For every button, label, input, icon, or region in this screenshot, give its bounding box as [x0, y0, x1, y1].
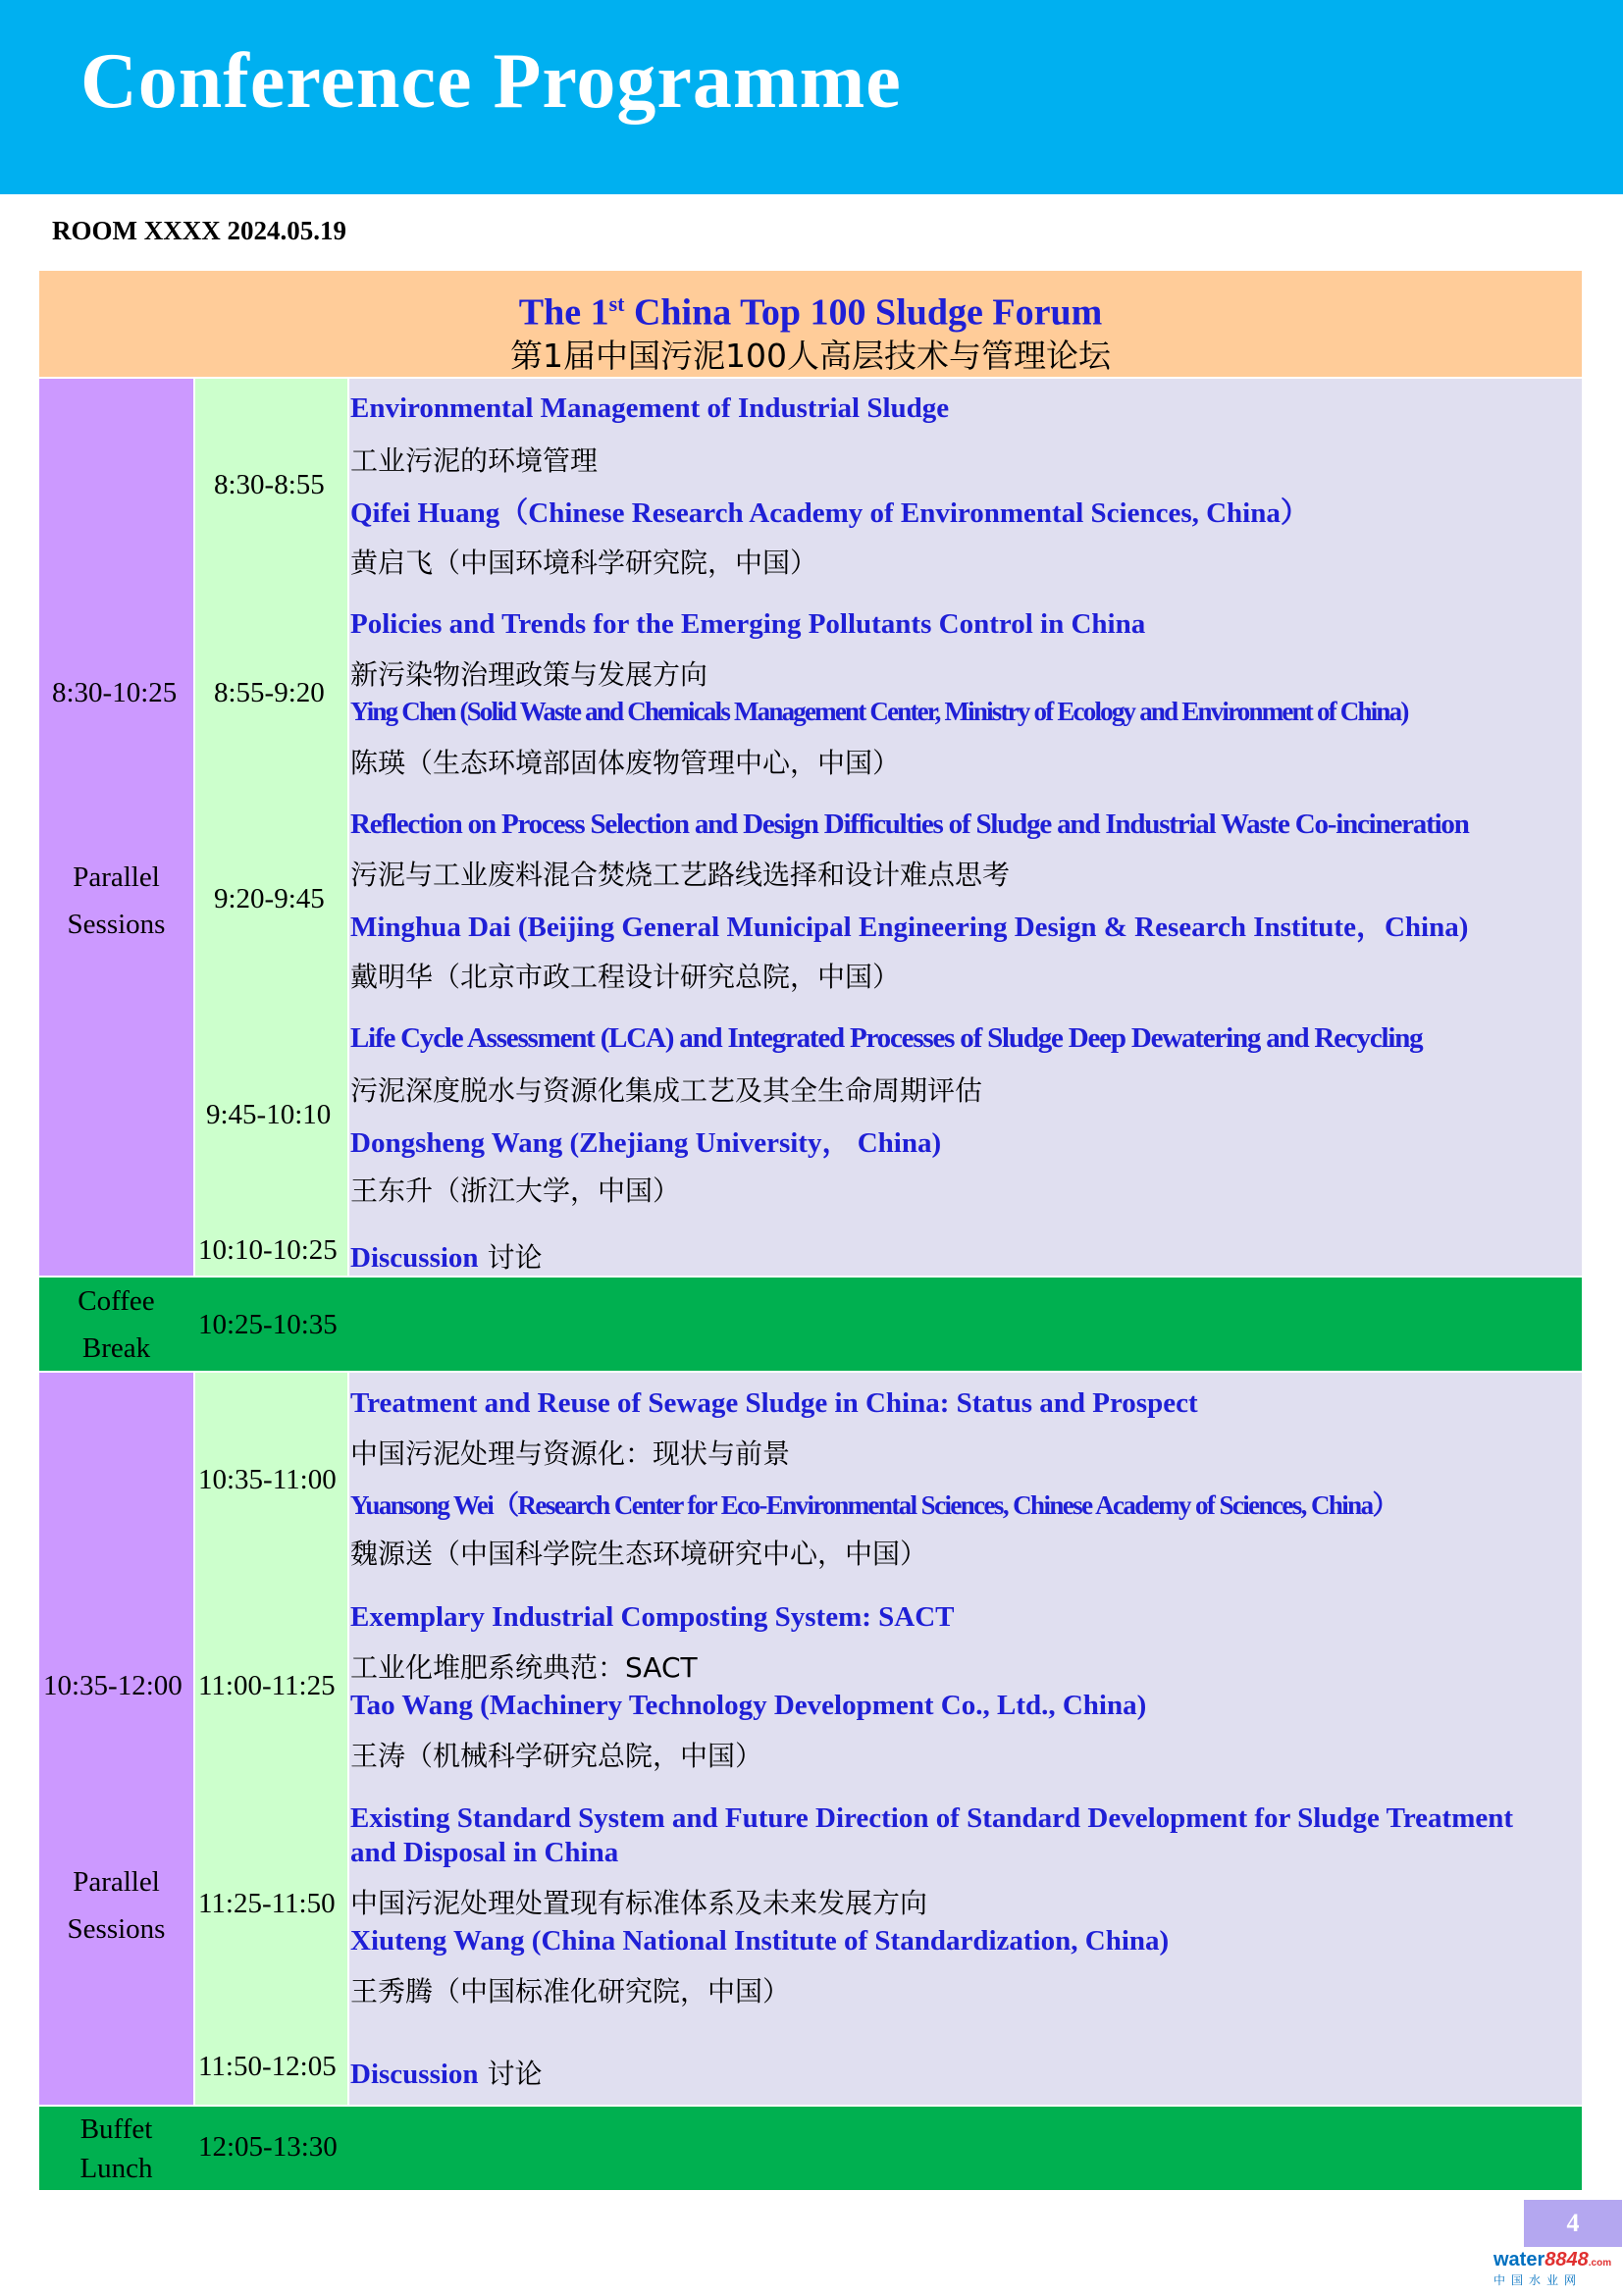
talk-time: 9:20-9:45: [214, 883, 325, 914]
talk-title-en: Exemplary Industrial Composting System: SACT: [350, 1601, 955, 1633]
forum-title-band: [39, 271, 1582, 377]
speaker-en: Dongsheng Wang (Zhejiang University， China): [350, 1127, 942, 1159]
page-title: Conference Programme: [80, 38, 902, 125]
coffee-break-time: 10:25-10:35: [198, 1309, 338, 1340]
session2-label: Parallel Sessions: [67, 1866, 166, 1945]
speaker-zh: 陈瑛（生态环境部固体废物管理中心，中国）: [350, 747, 901, 779]
talk-title-en: Existing Standard System and Future Direction of Standard Development for Sludge Treatment and Disposal in China: [350, 1802, 1514, 1868]
buffet-lunch-label: Buffet Lunch: [79, 2113, 153, 2184]
talk-title-zh: 中国污泥处理处置现有标准体系及未来发展方向: [350, 1887, 928, 1919]
site-logo: water8848.com 中国水业网: [1493, 2249, 1612, 2287]
talk-title-zh: 污泥与工业废料混合焚烧工艺路线选择和设计难点思考: [350, 859, 1011, 891]
session1-time-cell: [195, 379, 347, 1276]
page-number: 4: [1524, 2200, 1622, 2247]
talk-time: 8:30-8:55: [214, 469, 325, 500]
talk-title-en: Reflection on Process Selection and Design Difficulties of Sludge and Industrial Waste Co-incineration: [350, 809, 1469, 840]
discussion-time: 10:10-10:25: [198, 1234, 338, 1266]
discussion: Discussion 讨论: [350, 2058, 543, 2090]
talk-time: 11:00-11:25: [198, 1670, 336, 1701]
session1-time: 8:30-10:25: [52, 677, 178, 708]
session2-label-cell: [39, 1373, 193, 2105]
talk-time: 11:25-11:50: [198, 1888, 336, 1919]
discussion-time: 11:50-12:05: [198, 2051, 337, 2082]
talk-time: 10:35-11:00: [198, 1464, 337, 1495]
speaker-zh: 戴明华（北京市政工程设计研究总院，中国）: [350, 961, 901, 993]
talk-title-en: Life Cycle Assessment (LCA) and Integrated Processes of Sludge Deep Dewatering and Recycling: [350, 1022, 1423, 1054]
speaker-zh: 王涛（机械科学研究总院，中国）: [350, 1740, 763, 1772]
talk-title-zh: 工业污泥的环境管理: [350, 444, 599, 477]
forum-title-en: The 1st China Top 100 Sludge Forum: [518, 291, 1103, 334]
session2-time: 10:35-12:00: [43, 1670, 183, 1701]
speaker-en: Tao Wang (Machinery Technology Development Co., Ltd., China): [350, 1690, 1147, 1721]
discussion: Discussion 讨论: [350, 1241, 543, 1274]
talk-title-zh: 污泥深度脱水与资源化集成工艺及其全生命周期评估: [350, 1074, 983, 1107]
session1-label-cell: [39, 379, 193, 1276]
speaker-zh: 黄启飞（中国环境科学研究院，中国）: [350, 547, 818, 579]
speaker-en: Ying Chen (Solid Waste and Chemicals Management Center, Ministry of Ecology and Environment of China): [350, 697, 1408, 726]
talk-time: 9:45-10:10: [206, 1099, 332, 1130]
talk-title-zh: 新污染物治理政策与发展方向: [350, 658, 708, 691]
talk-title-en: Environmental Management of Industrial Sludge: [350, 392, 950, 424]
speaker-en: Xiuteng Wang (China National Institute of Standardization, China): [350, 1925, 1170, 1957]
forum-title-zh: 第1届中国污泥100人高层技术与管理论坛: [510, 336, 1111, 375]
speaker-en: Yuansong Wei（Research Center for Eco-Environmental Sciences, Chinese Academy of Sciences, China）: [350, 1490, 1397, 1520]
talk-time: 8:55-9:20: [214, 677, 325, 708]
talk-title-zh: 工业化堆肥系统典范：SACT: [350, 1651, 698, 1684]
speaker-zh: 王秀腾（中国标准化研究院，中国）: [350, 1975, 791, 2008]
session1-label: Parallel Sessions: [67, 861, 166, 940]
room-date: ROOM XXXX 2024.05.19: [52, 216, 346, 245]
speaker-zh: 魏源送（中国科学院生态环境研究中心，中国）: [350, 1538, 928, 1570]
speaker-zh: 王东升（浙江大学，中国）: [350, 1174, 681, 1207]
talk-title-zh: 中国污泥处理与资源化：现状与前景: [350, 1437, 791, 1470]
speaker-en: Qifei Huang（Chinese Research Academy of Environmental Sciences, China）: [350, 497, 1309, 529]
talk-title-en: Treatment and Reuse of Sewage Sludge in China: Status and Prospect: [350, 1387, 1198, 1419]
buffet-lunch-time: 12:05-13:30: [198, 2131, 338, 2163]
talk-title-en: Policies and Trends for the Emerging Pollutants Control in China: [350, 608, 1146, 640]
speaker-en: Minghua Dai (Beijing General Municipal Engineering Design & Research Institute，China): [350, 912, 1469, 943]
coffee-break-label: Coffee Break: [78, 1285, 155, 1364]
page-header: [0, 0, 1623, 194]
